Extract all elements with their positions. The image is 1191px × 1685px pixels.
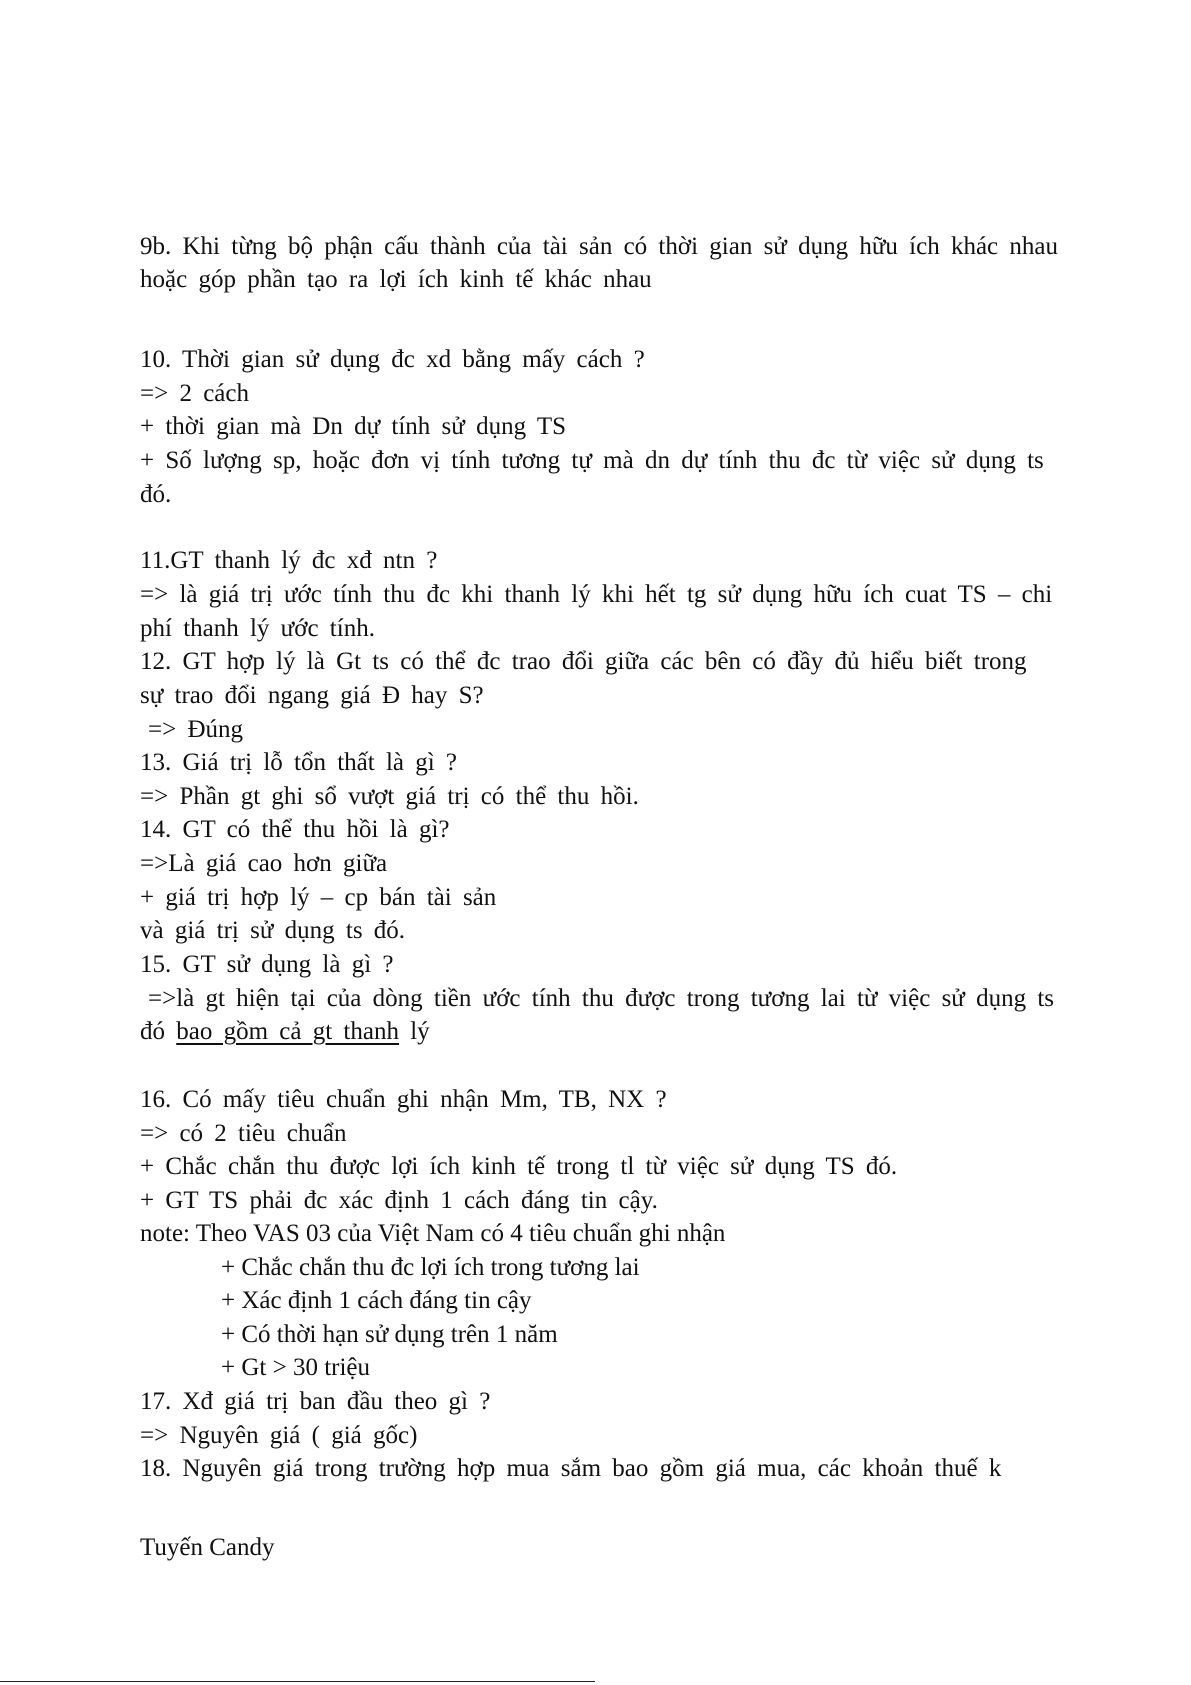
answer-line: =>là gt hiện tại của dòng tiền ước tính thu được trong tương lai từ việc sử dụng ts	[148, 985, 1055, 1012]
text-line: + giá trị hợp lý – cp bán tài sản	[140, 884, 497, 911]
answer-line: => Nguyên giá ( giá gốc)	[140, 1422, 418, 1449]
footer-author: Tuyến Candy	[140, 1534, 275, 1561]
answer-line: => là giá trị ước tính thu đc khi thanh lý khi hết tg sử dụng hữu ích cuat TS – chi	[140, 581, 1053, 608]
question-heading: 12. GT hợp lý là Gt ts có thể đc trao đổi giữa các bên có đầy đủ hiểu biết trong	[140, 648, 1027, 675]
question-heading: 13. Giá trị lỗ tổn thất là gì ?	[140, 749, 458, 776]
question-heading: 18. Nguyên giá trong trường hợp mua sắm bao gồm giá mua, các khoản thuế k	[140, 1455, 1002, 1482]
question-heading: 16. Có mấy tiêu chuẩn ghi nhận Mm, TB, NX ?	[140, 1086, 667, 1113]
text-line: + Số lượng sp, hoặc đơn vị tính tương tự mà dn dự tính thu đc từ việc sử dụng ts	[140, 447, 1044, 474]
note-item: + Chắc chắn thu đc lợi ích trong tương lai	[221, 1254, 640, 1281]
text-line: + thời gian mà Dn dự tính sử dụng TS	[140, 413, 567, 440]
answer-line: =>Là giá cao hơn giữa	[140, 850, 388, 877]
text-line: đó.	[140, 481, 172, 508]
text-line: hoặc góp phần tạo ra lợi ích kinh tế khác nhau	[140, 266, 652, 293]
note-item: + Gt > 30 triệu	[221, 1354, 371, 1381]
question-heading: 15. GT sử dụng là gì ?	[140, 951, 394, 978]
answer-line: => Phần gt ghi sổ vượt giá trị có thể thu hồi.	[140, 783, 639, 810]
text-run: đó	[140, 1018, 177, 1045]
answer-line: => 2 cách	[140, 380, 249, 407]
question-heading: 17. Xđ giá trị ban đầu theo gì ?	[140, 1388, 491, 1415]
text-line: và giá trị sử dụng ts đó.	[140, 917, 406, 944]
text-line: phí thanh lý ước tính.	[140, 615, 375, 642]
note-line: note: Theo VAS 03 của Việt Nam có 4 tiêu chuẩn ghi nhận	[140, 1220, 726, 1247]
answer-line: => có 2 tiêu chuẩn	[140, 1120, 347, 1147]
answer-line: => Đúng	[148, 716, 244, 743]
text-run: lý	[398, 1018, 430, 1045]
text-line: sự trao đổi ngang giá Đ hay S?	[140, 682, 484, 709]
text-line: 9b. Khi từng bộ phận cấu thành của tài sản có thời gian sử dụng hữu ích khác nhau	[140, 233, 1058, 260]
question-heading: 11.GT thanh lý đc xđ ntn ?	[140, 547, 438, 574]
text-line	[140, 1017, 430, 1047]
note-item: + Có thời hạn sử dụng trên 1 năm	[221, 1321, 558, 1348]
note-item: + Xác định 1 cách đáng tin cậy	[221, 1287, 532, 1314]
question-heading: 10. Thời gian sử dụng đc xd bằng mấy cách ?	[140, 346, 645, 373]
footer-divider	[0, 1681, 595, 1682]
text-line: + Chắc chắn thu được lợi ích kinh tế trong tl từ việc sử dụng TS đó.	[140, 1153, 898, 1180]
text-line: + GT TS phải đc xác định 1 cách đáng tin cậy.	[140, 1187, 658, 1214]
question-heading: 14. GT có thể thu hồi là gì?	[140, 816, 450, 843]
underlined-text: bao gồm cả gt thanh	[176, 1018, 399, 1045]
